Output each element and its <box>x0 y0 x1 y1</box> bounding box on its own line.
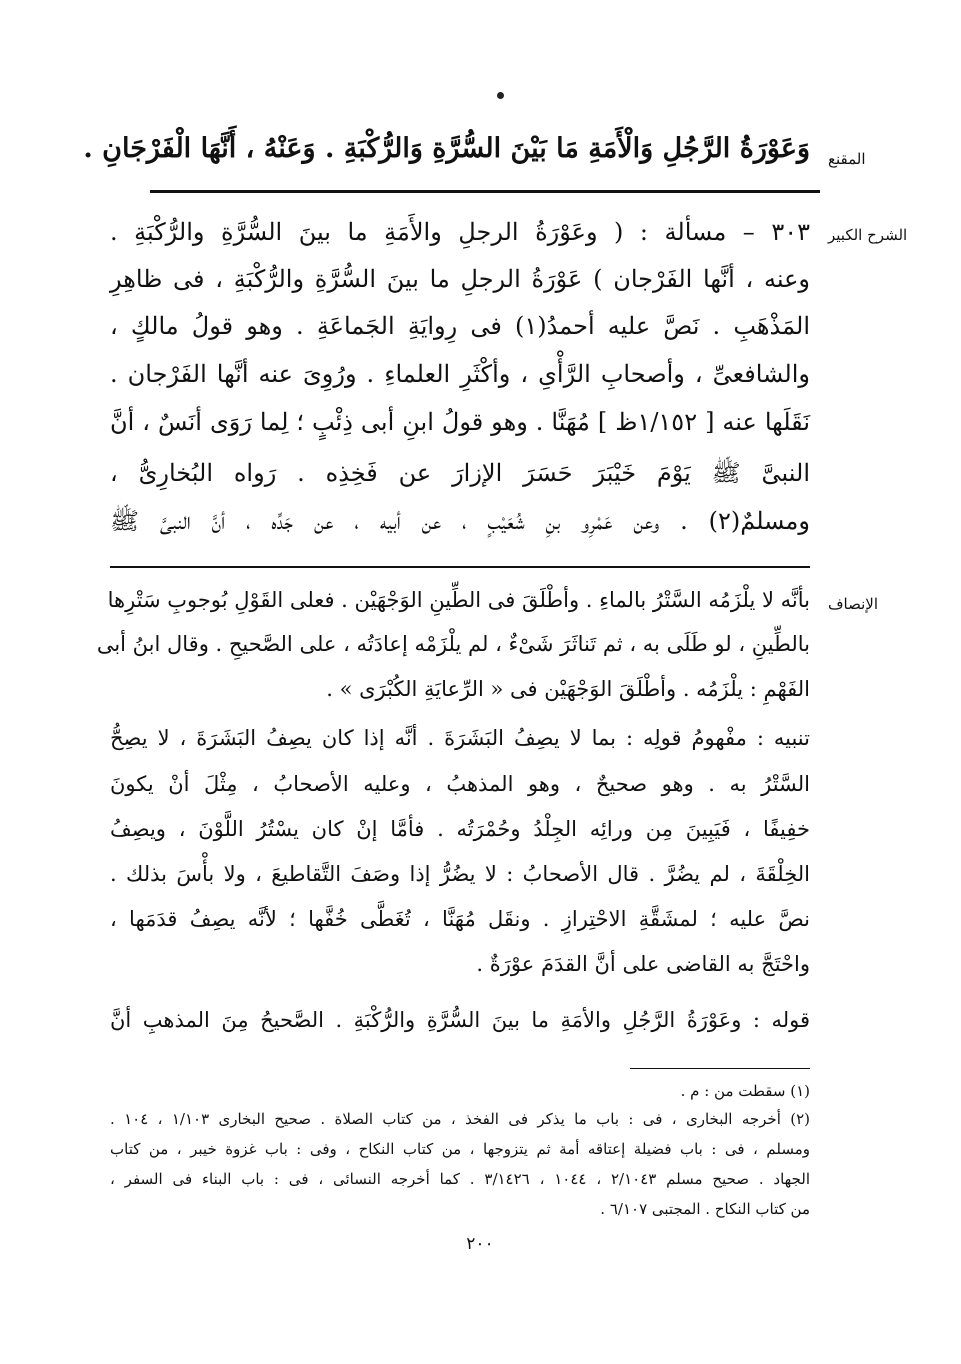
insaf-line: الخِلْقَةَ ، لم يضُرَّ . قال الأصحابُ : لا يضُرُّ إذا وصَفَ التَّقاطيعَ ، ولا بأْسَ بذلك . <box>110 862 810 886</box>
sharh-line: ٣٠٣ – مسألة : ( وعَوْرَةُ الرجلِ والأَمَةِ ما بينَ السُّرَّةِ والرُّكْبَةِ . <box>110 218 810 246</box>
sharh-line: والشافعىِّ ، وأصحابِ الرَّأْىِ ، وأكْثَرِ العلماءِ . ورُوِىَ عنه أنَّها الفَرْجان . <box>110 360 810 388</box>
label-insaf: الإنصاف <box>828 595 879 613</box>
sharh-line: ومسلمٌ(٢) . وعن عَمْرِو بنِ شُعَيْبٍ ، عن أبيه ، عن جَدِّه ، أنَّ النبىَّ ﷺ <box>110 507 810 535</box>
footnote: ومسلم ، فى : باب فضيلة إعتاقه أمة ثم يتزوجها ، من كتاب النكاح ، وفى : باب غزوة خيبر ، من كتاب <box>110 1140 810 1158</box>
top-dot-mark <box>497 92 504 99</box>
section-divider-matn <box>150 190 820 193</box>
sharh-line: النبىَّ ﷺ يَوْمَ خَيْبَرَ حَسَرَ الإزارَ عن فَخِذِه . رَواه البُخارِىُّ ، <box>110 459 810 487</box>
insaf-line: خفِيفًا ، فَيَبِينَ مِن ورائِه الجِلْدُ وحُمْرَتُه . فأمَّا إنْ كان يسْتُرُ اللَّوْنَ ، ويصِفُ <box>110 817 810 841</box>
insaf-line: نصَّ عليه ؛ لمشَقَّةِ الاحْتِرازِ . ونقَل مُهَنَّا ، تُغَطَّى خُفَّها ؛ لأنَّه يصِفُ قدَمَها ، <box>110 907 810 931</box>
insaf-line: تنبيه : مفْهومُ قولِه : بما لا يصِفُ البَشَرَةَ . أنَّه إذا كان يصِفُ البَشَرَةَ ، لا يصِحُّ <box>110 726 810 750</box>
label-sharh: الشرح الكبير <box>828 226 908 244</box>
insaf-line: الفَهْمِ : يلْزَمُه . وأطْلَقَ الوَجْهَيْن فى « الرِّعايَةِ الكُبْرَى » . <box>326 677 810 701</box>
insaf-line: قوله : وعَوْرَةُ الرَّجُلِ والأمَةِ ما بينَ السُّرَّةِ والرُّكْبَةِ . الصَّحيحُ مِنَ المذهبِ أنَّ <box>110 1008 810 1032</box>
label-muqni: المقنع <box>828 150 866 168</box>
section-divider-sharh <box>110 566 810 568</box>
footnote: (١) سقطت من : م . <box>680 1082 810 1100</box>
insaf-line: واحْتَجَّ به القاضى على أنَّ القدَمَ عوْرَةٌ . <box>476 952 810 976</box>
footnote-divider <box>630 1068 810 1069</box>
footnote: الجهاد . صحيح مسلم ٢/١٠٤٣ ، ١٠٤٤ ، ٣/١٤٢٦ . كما أخرجه النسائى ، فى : باب البناء فى السفر ، <box>110 1170 811 1188</box>
matn-line: وَعَوْرَةُ الرَّجُلِ وَالْأَمَةِ مَا بَيْنَ السُّرَّةِ وَالرُّكْبَةِ . وَعَنْهُ ، أَنَّهَا الْفَرْجَانِ . <box>83 133 810 164</box>
sharh-line: المَذْهَبِ . نَصَّ عليه أحمدُ(١) فى رِوايَةِ الجَماعَةِ . وهو قولُ مالكٍ ، <box>110 312 810 340</box>
page-number: ٢٠٠ <box>466 1234 494 1254</box>
insaf-line: السَّتْرُ به . وهو صحيحٌ ، وهو المذهبُ ، وعليه الأصحابُ ، مِثْلَ أنْ يكونَ <box>110 772 810 796</box>
footnote: من كتاب النكاح . المجتبى ٦/١٠٧ . <box>600 1200 810 1218</box>
sharh-line: نَقَلَها عنه [ ١/١٥٢ظ ] مُهَنَّا . وهو قولُ ابنِ أبى ذِئْبٍ ؛ لِما رَوَى أنَسٌ ، أنَّ <box>110 408 810 436</box>
footnote: (٢) أخرجه البخارى ، فى : باب ما يذكر فى الفخذ ، من كتاب الصلاة . صحيح البخارى ١/١٠٣ ، ١٠٤ . <box>110 1110 810 1128</box>
insaf-line: بأنَّه لا يلْزَمُه السَّتْرُ بالماءِ . وأطْلَقَ فى الطِّينِ الوَجْهَيْن . فعلى القَوْلِ بُوجوبِ سَتْرِها <box>107 588 810 612</box>
sharh-line: وعنه ، أنَّها الفَرْجان ) عَوْرَةُ الرجلِ ما بينَ السُّرَّةِ والرُّكْبَةِ ، فى ظاهِرِ <box>110 265 810 293</box>
insaf-line: بالطِّينِ ، لو طَلَى به ، ثم تَناثَرَ شَىْءٌ ، لم يلْزَمْه إعادَتُه ، على الصَّحيحِ . وقال ابنُ أبى <box>96 632 810 656</box>
